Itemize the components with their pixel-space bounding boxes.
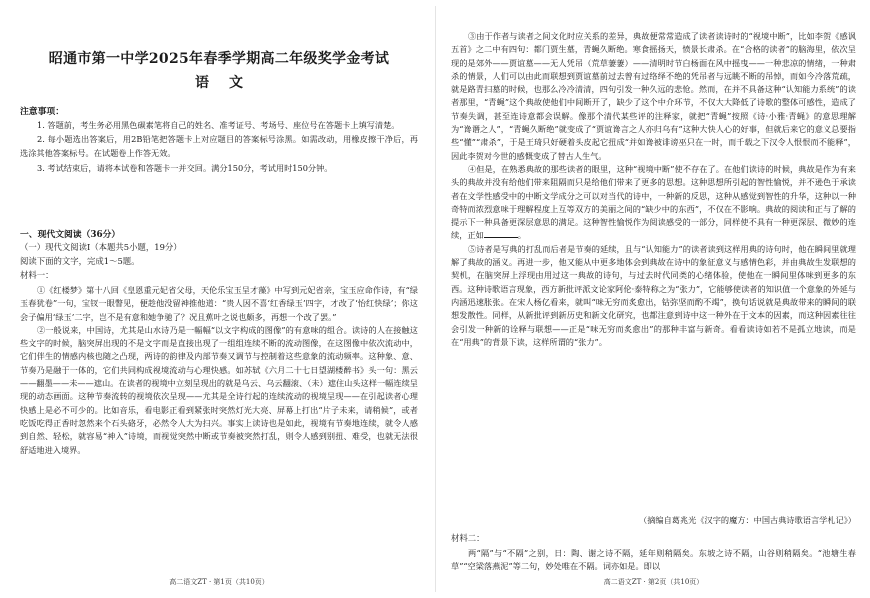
material-2-body — [451, 547, 856, 574]
notes-list — [20, 118, 418, 175]
note-item: 2. 每小题选出答案后，用2B铅笔把答题卡上对应题目的答案标号涂黑。如需改动，用橡皮擦干净后，再选涂其他答案标号。在试题卷上作答无效。 — [20, 134, 418, 159]
source-citation: （摘编自葛兆光《汉字的魔方：中国古典诗歌语言学札记》） — [639, 515, 856, 525]
subsection-title: （一）现代文阅读Ⅰ（本题共5小题，19分） — [20, 242, 182, 252]
notes-heading: 注意事项： — [20, 107, 64, 117]
answer-blank[interactable] — [484, 230, 518, 238]
paragraph: ①《红楼梦》第十八回《皇恩重元妃省父母，天伦乐宝玉呈才藻》中写到元妃省亲，宝玉应命作诗，有“绿玉春犹卷”一句，宝钗一眼瞥见，便趁他没留神推他道：“贵人因不喜‘红香绿玉’四字，才改了‘怡红快绿’；你这会子偏用‘绿玉’二字，岂不是有意和她争驰了？况且蕉叶之说也颇多，再想一个改了罢。” — [20, 285, 418, 322]
material-1-label: 材料一： — [20, 270, 54, 280]
note-item: 3. 考试结束后，请将本试卷和答题卡一并交回。满分150分，考试用时150分钟。 — [37, 162, 333, 173]
paragraph-text: ④但是，在熟悉典故的那些读者的眼里，这种“视境中断”使不存在了。在他们读诗的时候，典故是作为有来头的典故并没有给他们带来阻隔而只是给他们带来了更多的思想。这种思想所引起的智性愉悦，并不逊色于承读者在文学性感受中的中断文学成分之可以对当代的诗中，一种新的反思，这种从感觉到智性的升华，这种以一种奇特而浓烈意味于理解程度上互等双方的美丽之间的“缺少中的东西”，不仅在不影响。典故的阅读和正与了解的提示下一种具备更深层意思的满足。这种智性愉悦作为阅读感受的一部分，同样使不具有一种更深层、微妙的连续，正如 — [451, 163, 856, 241]
paragraph: ⑤诗者是写典的打乱而后者是节奏的延续，且与“认知能力”的读者读到这样用典的诗句时，他在瞬间里就理解了典故的涵义。再进一步，他又能从中更多地体会到典故在诗中的象征意义与感情色彩，并由典故生发联想的契机，在脑突屏上浮现由用过这一典故的诗句，与过去时代同类的心绪体验，使他在一瞬间里体味到更多的东西。这种诗歌语言现象，西方新批评派文论家阿伦·泰特称之为“张力”，它能够使读者的知识值一个意象的外延与内涵迅速胀张。在宋人杨亿看来，就叫“味无穷而炙愈出，钻弥坚而酌不竭”，换句话说就是典故带来的瞬间的联想发散性。同样，从新批评到新历史和新文化研究，也都注意到诗中这一种外在于文本的因素，而这种因素往往会引发一种新的诠释与联想——正是“味无穷而炙愈出”的那种丰富与新奇。看看读诗如若不是孤立地读，而是在“用典”的背景下读，这样所谓的“张力”。 — [451, 243, 856, 347]
paragraph: ③由于作者与读者之间文化时应关系的差异，典故便常常造成了读者读诗时的“视境中断”，比如李贺《感讽五首》之二中有四句：都门贾生墓，青蝇久断绝。寒食摇扬天，愤景长肃杀。在“合格的读者”的脑海里，依次呈现的是郊外——贾谊墓——无人凭吊（荒草萋萋）——清明时节白杨面在风中摇曳——一种悲凉的情绪，一种肃杀的情景，人们可以由此而联想到贾谊墓前过去曾有过络绎不绝的凭吊者与远眺不断的吊悼，而如今冷落荒疏，就是路青扫墓的时候，也那么冷冷清清，四句引发一种久远的悲怆。然而，在并不具备这种“认知能力系统”的读者那里，“青蝇”这个典故使他们中间断开了，缺少了这个中介环节，不仅大大降低了诗歌的整体可感性，造成了节奏失调，甚至连诗意都会误解。像那个清代某些评的注释家，就把“青蝇”按照《诗·小雅·青蝇》的意思理解为“谗谮之人”，“青蝇久断绝”就变成了“贾谊谗言之人亦归乌有”这种大快人心的好事，但就后来它的意义总要指些“懂”“肃杀”，于是王琦只好硬着头皮起它扭成“并如谗被诽谤巫只在一时，而千载之下汉令人恨恨而不能释”，因此李贺对今世的感慨变成了替古人生气。 — [451, 31, 856, 161]
exam-title: 昭通市第一中学2025年春季学期高二年级奖学金考试 — [48, 51, 390, 67]
exam-subject: 语文 — [195, 75, 263, 91]
page-footer: 高二语文ZT · 第1页（共10页） — [169, 578, 269, 586]
material-1-body — [20, 284, 418, 457]
reading-instruction: 阅读下面的文字，完成1～5题。 — [20, 256, 140, 266]
note-item: 1. 答题前，考生务必用黑色碳素笔将自己的姓名、准考证号、考场号、座位号在答题卡上填写清楚。 — [37, 120, 400, 130]
paragraph-tail: 。 — [517, 230, 526, 241]
page-2 — [451, 0, 856, 598]
material-2-label: 材料二： — [451, 533, 485, 543]
section-title: 一、现代文阅读（36分） — [20, 230, 121, 240]
page-1 — [20, 0, 418, 598]
paragraph: ②一般说来，中国诗，尤其是山水诗乃是一幅幅“以文字构成的图像”的有意味的组合。读诗的人在接触这些文字的时候，脑突屏出现的不是文字而是直接出现了一组组连续不断的流动图像，在这图像中依次流动中，它们伴生的情感内核也随之凸现，两诗的韵律及内部节奏又调节与控制着这些意象的流动频率。这种象、意、节奏乃是融于一体的，它们共同构成视境流动与心理快感。如苏轼《六月二十七日望湖楼醉书》头一句：黑云——翻墨——未——遮山。在读者的视境中立刻呈现出的就是乌云、乌云翻滚、（未）遮住山头这样一幅连续呈现的动态画面。这种节奏流转的视境依次呈现——尤其是全诗行起的连续流动的视境呈现——在引起读者心理快感上是必不可少的。比如音乐，看电影正看到紧张时突然灯光大亮、屏幕上打出“片子未来，请稍候”，或者吃饭吃得正香时忽然来个石头硌牙，必然令人大为扫兴。事实上读诗也是如此，视境有节奏地连续，就令人感到自然、轻松，就容易“神入”诗境，而视觉突然中断或节奏被突然打乱，则令人感到别扭、难受，也就无法很舒适地进入境界。 — [20, 324, 418, 455]
paragraph — [451, 163, 856, 243]
paragraph: 两“隔”与“不隔”之别，日：陶、谢之诗不隔，延年则稍隔矣。东坡之诗不隔，山谷则稍隔矣。“池塘生春草”“空梁落燕泥”等二句，妙处唯在不隔。词亦如是。即以 — [451, 548, 856, 572]
page-footer: 高二语文ZT · 第2页（共10页） — [603, 578, 704, 586]
page-divider — [435, 6, 436, 592]
material-1-continued — [451, 30, 856, 349]
